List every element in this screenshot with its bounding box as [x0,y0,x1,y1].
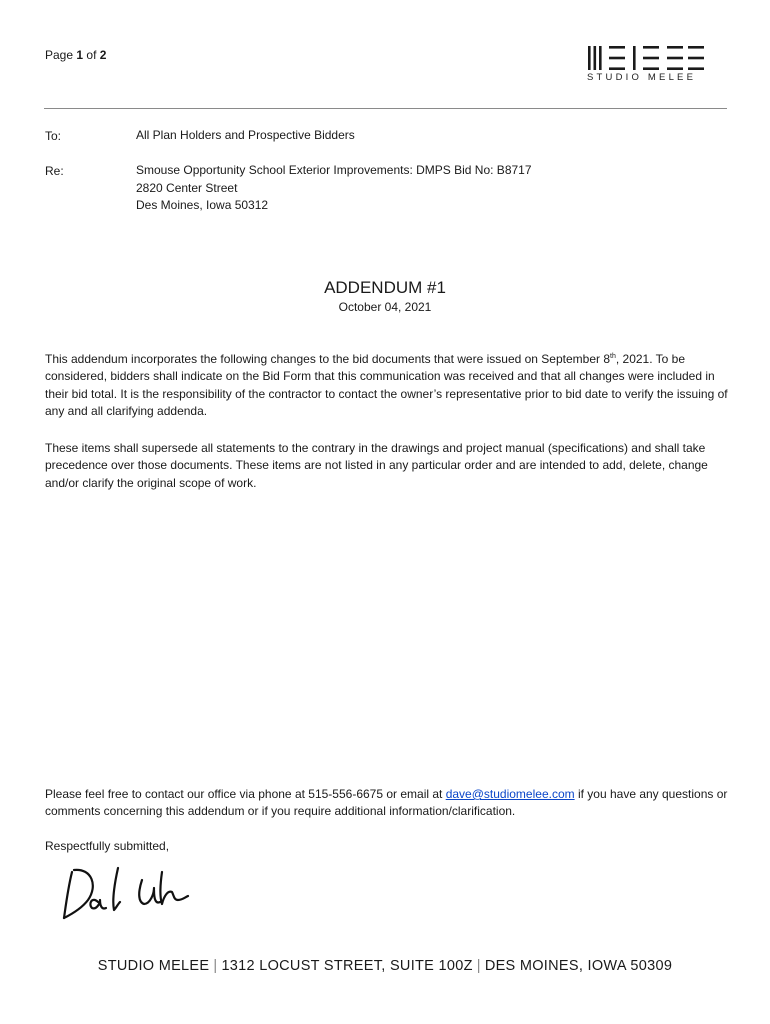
paragraph-intro [45,351,735,420]
re-line-city: Des Moines, Iowa 50312 [136,198,269,212]
closing-line: Respectfully submitted, [45,839,170,853]
document-date: October 04, 2021 [338,300,432,314]
footer-separator: | [213,958,218,974]
page-of: of [86,48,97,62]
page-label: Page [45,48,74,62]
footer-address [0,958,770,974]
re-label: Re: [45,164,64,178]
re-line-street: 2820 Center Street [136,180,238,195]
email-link[interactable]: dave@studiomelee.com [445,787,575,801]
footer-city: DES MOINES, IOWA 50309 [484,958,673,974]
logo-text: STUDIO MELEE [587,72,697,83]
page-current: 1 [76,48,84,62]
paragraph-contact [45,786,735,821]
intro-text-a: This addendum incorporates the following changes to the bid documents that were issued on September 8 [45,352,611,366]
re-line-project: Smouse Opportunity School Exterior Improvements: DMPS Bid No: B8717 [136,163,532,177]
intro-text-b: , 2021. To be considered, bidders shall indicate on the Bid Form that this communication was received and that all changes were included in their bid total. It is the responsibility of the contractor to contact the owner’s representative prior to bid date to verify the issuing of any and all clarifying addenda. [45,352,728,418]
to-label: To: [45,129,62,143]
header-divider [44,108,727,109]
logo-mark-icon [587,46,705,70]
page-total: 2 [99,48,107,62]
paragraph-precedence: These items shall supersede all statements to the contrary in the drawings and project manual (specifications) and shall take precedence over those documents. These items are not listed in any particular order and are intended to add, delete, change and/or clarify the original scope of work. [45,441,708,490]
footer-street: 1312 LOCUST STREET, SUITE 100Z [221,958,473,974]
intro-superscript: th [610,353,616,360]
signature-icon [58,860,198,930]
contact-text-a: Please feel free to contact our office via phone at 515-556-6675 or email at [45,787,446,801]
page-indicator [45,48,106,62]
to-value: All Plan Holders and Prospective Bidders [136,128,355,142]
document-title: ADDENDUM #1 [324,278,446,297]
footer-company: STUDIO MELEE [97,958,210,974]
footer-separator: | [476,958,481,974]
studio-melee-logo [587,46,707,86]
re-value [136,162,532,215]
contact-text-b: if you have any questions or comments concerning this addendum or if you require additional information/clarification. [45,787,728,819]
